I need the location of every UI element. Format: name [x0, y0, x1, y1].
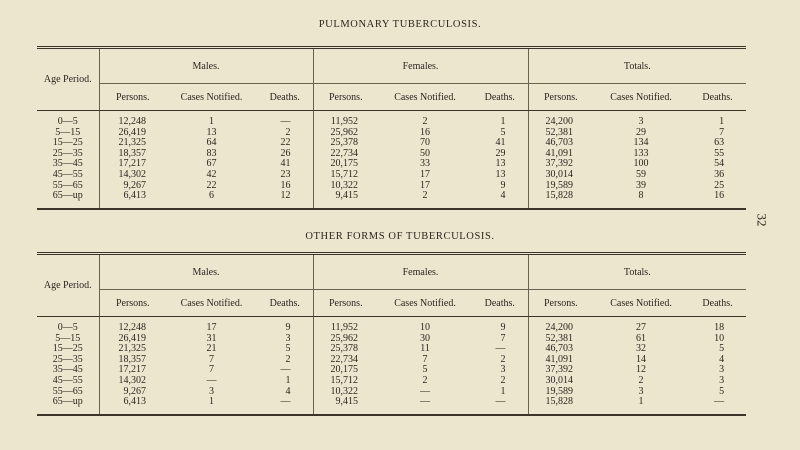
table-cell: 6 [209, 190, 214, 202]
table-cell: 25 [714, 179, 725, 191]
table-cell: 7 [719, 126, 725, 138]
table-cell: 3 [638, 116, 644, 127]
table-row [37, 397, 746, 415]
age-period-cell: 65—up [37, 191, 99, 209]
table-cell: 22,734 [330, 353, 359, 365]
table-cell: 18,357 [118, 147, 146, 159]
table-cell: 3 [209, 385, 214, 397]
age-period-cell: 35—45 [37, 365, 99, 376]
table-cell: 12 [257, 191, 313, 209]
table-cell: 15,828 [545, 396, 574, 408]
age-period-cell: 0—5 [37, 317, 99, 334]
subheader-deaths: Deaths. [689, 290, 746, 317]
subheader-cases-notified: Cases Notified. [378, 84, 472, 111]
subheader-persons: Persons. [528, 84, 593, 111]
table-cell: 26 [257, 149, 313, 160]
table-cell: 52,381 [545, 332, 574, 344]
table-cell: 14 [636, 353, 647, 365]
table-cell: 46,703 [545, 343, 574, 355]
age-period-cell: 0—5 [37, 111, 99, 128]
age-period-cell: 45—55 [37, 170, 99, 181]
table-cell: 30,014 [545, 168, 574, 180]
table-cell: 26,419 [118, 126, 146, 138]
table-cell: 2 [422, 116, 428, 127]
subheader-deaths: Deaths. [257, 290, 313, 317]
table-cell: 29 [636, 126, 647, 138]
subheader-deaths: Deaths. [472, 84, 528, 111]
table-cell: 10,322 [330, 179, 359, 191]
table-cell: 9,415 [335, 396, 359, 408]
table-cell: 16 [257, 181, 313, 192]
subheader-deaths: Deaths. [257, 84, 313, 111]
age-period-cell: 5—15 [37, 334, 99, 345]
table-cell: 41,091 [545, 147, 574, 159]
table-cell: 63 [714, 137, 725, 149]
table-cell: 134 [633, 137, 649, 149]
table-cell: 11 [420, 343, 430, 355]
table-cell: 13 [472, 170, 528, 181]
table-cell: 21,325 [118, 137, 146, 149]
table-cell: 54 [714, 158, 725, 170]
table-cell: 6,413 [123, 396, 146, 408]
table-cell: 15,712 [330, 168, 359, 180]
table-cell: 15,828 [545, 190, 574, 202]
table-cell: 13 [472, 159, 528, 170]
table-cell: 41,091 [545, 353, 574, 365]
table-cell: 15,712 [330, 374, 359, 386]
table-row [37, 376, 746, 387]
table-cell: 16 [714, 190, 725, 202]
table-row [37, 111, 746, 128]
table-cell: 17 [420, 179, 431, 191]
table-cell: 9 [472, 181, 528, 192]
table-cell: 2 [422, 374, 428, 386]
table-cell: 11,952 [330, 322, 359, 333]
table-cell: 50 [420, 147, 431, 159]
table-cell: 21,325 [118, 343, 146, 355]
table-cell: 1 [638, 396, 644, 408]
table-cell: 33 [420, 158, 431, 170]
subheader-persons: Persons. [99, 84, 166, 111]
table-cell: 27 [636, 322, 647, 333]
table-cell: 4 [719, 353, 725, 365]
subheader-deaths: Deaths. [689, 84, 746, 111]
table-cell: 83 [206, 147, 217, 159]
age-period-cell: 5—15 [37, 128, 99, 139]
table-cell: 46,703 [545, 137, 574, 149]
table-cell: 2 [638, 374, 644, 386]
table-cell: 23 [257, 170, 313, 181]
subheader-persons: Persons. [99, 290, 166, 317]
table-cell: 24,200 [545, 322, 574, 333]
page-number: 32 [754, 213, 770, 227]
table-cell: 4 [472, 191, 528, 209]
group-header-females: Females. [313, 48, 528, 84]
table-cell: 39 [636, 179, 647, 191]
table-cell: 1 [257, 376, 313, 387]
subheader-cases-notified: Cases Notified. [593, 84, 689, 111]
age-period-cell: 25—35 [37, 149, 99, 160]
table-cell: 55 [714, 147, 725, 159]
table-cell: 6,413 [123, 190, 146, 202]
table-cell: 17 [206, 322, 217, 333]
pulmonary-tuberculosis-table [37, 46, 746, 210]
subheader-cases-notified: Cases Notified. [378, 290, 472, 317]
table-cell: 21 [206, 343, 217, 355]
table-cell: 9,415 [335, 190, 359, 202]
table-cell: 2 [472, 355, 528, 366]
table-cell: 14,302 [118, 168, 146, 180]
table-cell: 59 [636, 168, 647, 180]
table-cell: — [714, 396, 725, 408]
subheader-cases-notified: Cases Notified. [166, 290, 257, 317]
group-header-females: Females. [313, 254, 528, 290]
table-cell: 64 [206, 137, 217, 149]
group-header-totals: Totals. [528, 48, 746, 84]
age-period-cell: 25—35 [37, 355, 99, 366]
table-cell: 5 [719, 343, 725, 355]
table-cell: 3 [719, 364, 725, 376]
table-cell: 133 [633, 147, 649, 159]
table-cell: 5 [472, 128, 528, 139]
age-period-cell: 35—45 [37, 159, 99, 170]
table-cell: 52,381 [545, 126, 574, 138]
table-cell: 36 [714, 168, 725, 180]
table-row [37, 191, 746, 209]
table-cell: 100 [633, 158, 649, 170]
table-cell: 2 [257, 128, 313, 139]
table-cell: 42 [206, 168, 217, 180]
table-cell: 13 [206, 126, 217, 138]
table-cell: 25,378 [330, 137, 359, 149]
table-cell: 3 [638, 385, 644, 397]
table-cell: 32 [636, 343, 647, 355]
table-cell: 67 [206, 158, 217, 170]
table-cell: 10 [714, 332, 725, 344]
table-cell: — [257, 365, 313, 376]
table-cell: 2 [422, 190, 428, 202]
age-period-cell: 65—up [37, 397, 99, 415]
table-cell: 25,962 [330, 332, 359, 344]
table-cell: 17,217 [118, 158, 146, 170]
subheader-cases-notified: Cases Notified. [593, 290, 689, 317]
table-cell: — [257, 397, 313, 415]
table-cell: 9,267 [123, 179, 146, 191]
table-cell: 20,175 [330, 364, 359, 376]
table-cell: 11,952 [330, 116, 359, 127]
table-cell: 18,357 [118, 353, 146, 365]
table-cell: 7 [209, 353, 214, 365]
group-header-males: Males. [99, 254, 313, 290]
table-cell: 9,267 [123, 385, 146, 397]
subheader-persons: Persons. [528, 290, 593, 317]
table-cell: 22 [206, 179, 217, 191]
table-cell: 3 [257, 334, 313, 345]
table-cell: — [206, 374, 217, 386]
table-cell: 7 [472, 334, 528, 345]
group-header-males: Males. [99, 48, 313, 84]
table-cell: 10,322 [330, 385, 359, 397]
table-cell: 9 [472, 317, 528, 334]
table-cell: 41 [257, 159, 313, 170]
table-cell: 61 [636, 332, 647, 344]
table-cell: 26,419 [118, 332, 146, 344]
table-cell: 17 [420, 168, 431, 180]
table-cell: 4 [257, 387, 313, 398]
table-cell: 29 [472, 149, 528, 160]
table-cell: 16 [420, 126, 431, 138]
subheader-persons: Persons. [313, 84, 378, 111]
table-cell: 24,200 [545, 116, 574, 127]
table-cell: 14,302 [118, 374, 146, 386]
table-cell: 12,248 [118, 116, 146, 127]
table-cell: 17,217 [118, 364, 146, 376]
table-cell: 3 [472, 365, 528, 376]
table-cell: 20,175 [330, 158, 359, 170]
table-cell: 5 [257, 344, 313, 355]
table-cell: 18 [714, 322, 725, 333]
table-row [37, 317, 746, 334]
table-cell: 8 [638, 190, 644, 202]
table-cell: 22 [257, 138, 313, 149]
table-cell: 12,248 [118, 322, 146, 333]
table-cell: 25,962 [330, 126, 359, 138]
table-cell: 1 [472, 387, 528, 398]
table-cell: 19,589 [545, 385, 574, 397]
age-period-header: Age Period. [37, 254, 99, 317]
table-title-other-forms: OTHER FORMS OF TUBERCULOSIS. [305, 231, 495, 242]
table-cell: 37,392 [545, 364, 574, 376]
table-cell: 41 [472, 138, 528, 149]
table-cell: 37,392 [545, 158, 574, 170]
table-cell: 1 [472, 111, 528, 128]
group-header-totals: Totals. [528, 254, 746, 290]
table-cell: 2 [257, 355, 313, 366]
table-row [37, 170, 746, 181]
table-cell: 5 [422, 364, 428, 376]
age-period-cell: 15—25 [37, 344, 99, 355]
age-period-header: Age Period. [37, 48, 99, 111]
other-forms-tuberculosis-table [37, 252, 746, 416]
age-period-cell: 45—55 [37, 376, 99, 387]
table-cell: — [420, 385, 431, 397]
table-cell: 12 [636, 364, 647, 376]
table-cell: 1 [209, 396, 214, 408]
subheader-deaths: Deaths. [472, 290, 528, 317]
table-cell: 22,734 [330, 147, 359, 159]
table-cell: — [472, 344, 528, 355]
table-cell: 19,589 [545, 179, 574, 191]
table-cell: 7 [422, 353, 428, 365]
age-period-cell: 55—65 [37, 387, 99, 398]
table-cell: 2 [472, 376, 528, 387]
table-cell: 10 [420, 322, 431, 333]
table-cell: 7 [209, 364, 214, 376]
table-cell: 25,378 [330, 343, 359, 355]
table-cell: — [420, 396, 431, 408]
table-cell: 70 [420, 137, 431, 149]
table-cell: 1 [209, 116, 214, 127]
table-cell: 31 [206, 332, 217, 344]
table-cell: 30 [420, 332, 431, 344]
table-title-pulmonary: PULMONARY TUBERCULOSIS. [318, 19, 482, 30]
table-cell: 9 [257, 317, 313, 334]
subheader-persons: Persons. [313, 290, 378, 317]
age-period-cell: 55—65 [37, 181, 99, 192]
subheader-cases-notified: Cases Notified. [166, 84, 257, 111]
table-cell: 1 [719, 116, 725, 127]
table-cell: 30,014 [545, 374, 574, 386]
table-cell: — [472, 397, 528, 415]
age-period-cell: 15—25 [37, 138, 99, 149]
table-cell: 5 [719, 385, 725, 397]
table-cell: 3 [719, 374, 725, 386]
table-cell: — [257, 111, 313, 128]
